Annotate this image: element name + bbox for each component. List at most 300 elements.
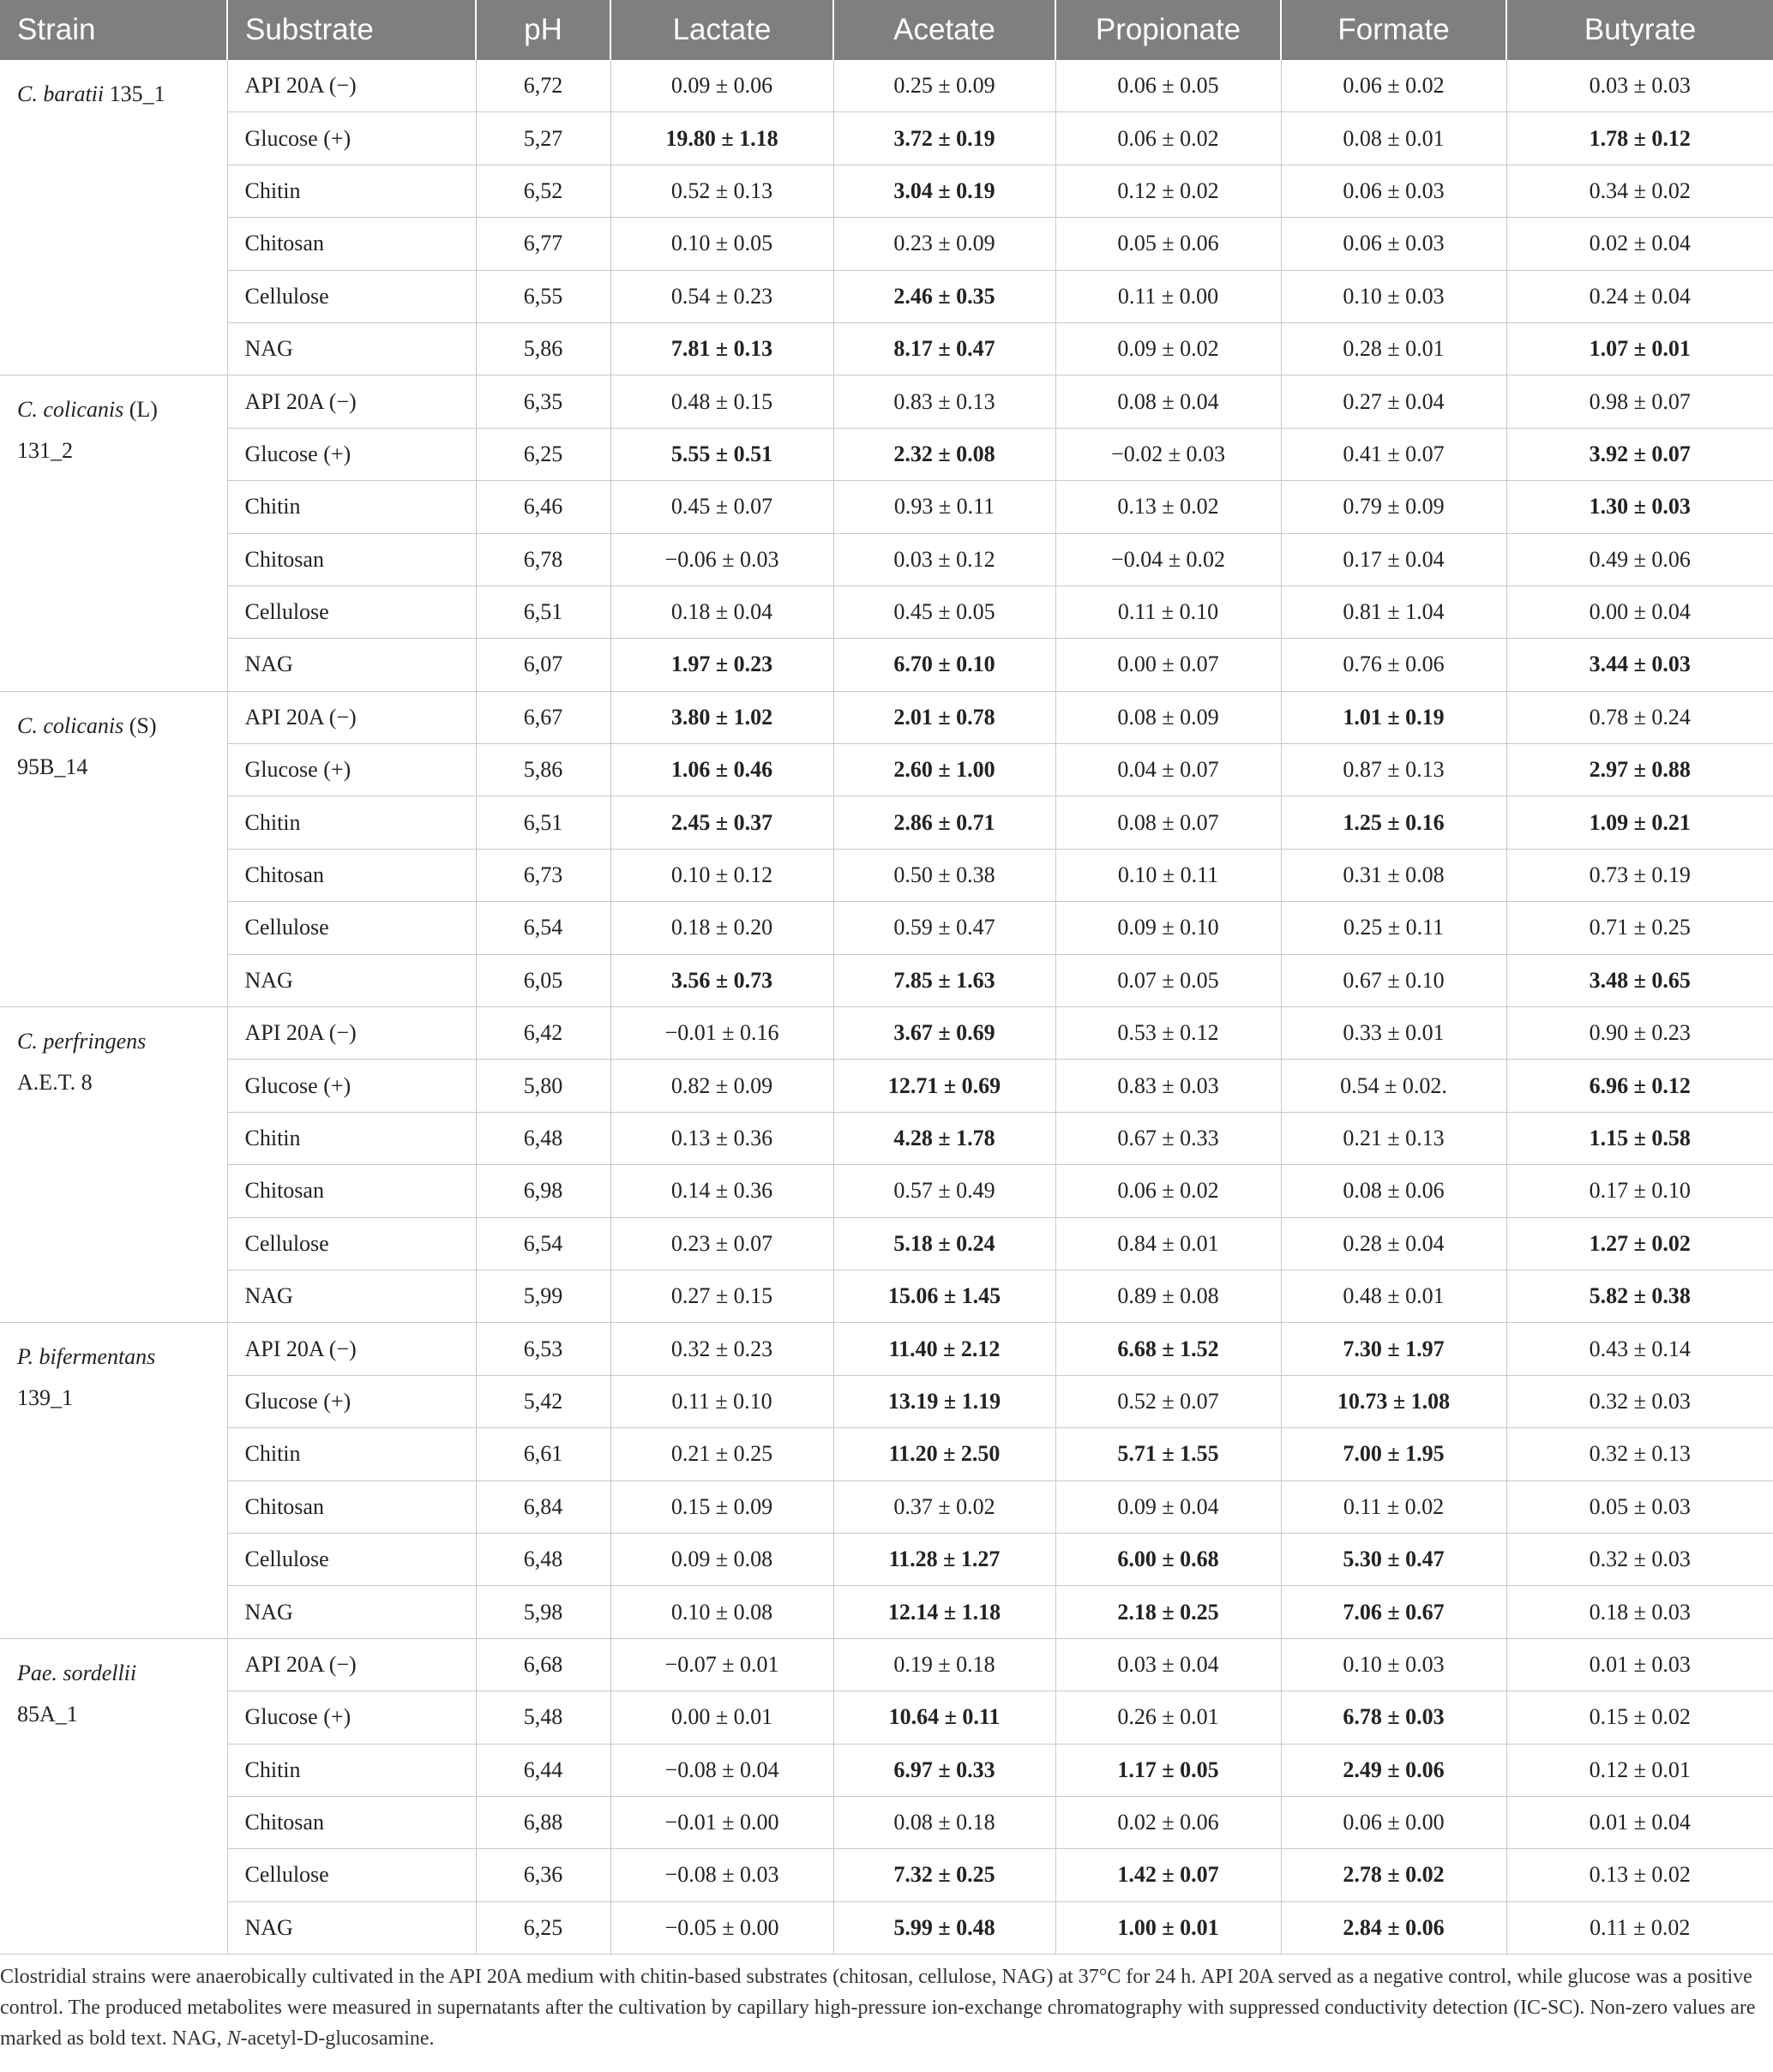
substrate-cell: Chitin: [227, 1112, 476, 1164]
formate-cell: 0.28 ± 0.01: [1281, 322, 1506, 375]
ph-cell: 5,86: [476, 322, 610, 375]
ph-cell: 6,77: [476, 218, 610, 270]
butyrate-cell: 0.02 ± 0.04: [1506, 218, 1773, 270]
butyrate-cell: 0.01 ± 0.03: [1506, 1638, 1773, 1691]
table-row: [0, 1744, 1773, 1796]
lactate-cell: −0.05 ± 0.00: [610, 1901, 833, 1954]
ph-cell: 6,68: [476, 1638, 610, 1691]
butyrate-cell: 0.17 ± 0.10: [1506, 1165, 1773, 1217]
propionate-cell: 1.17 ± 0.05: [1055, 1744, 1281, 1796]
substrate-cell: Chitin: [227, 165, 476, 217]
acetate-cell: 0.19 ± 0.18: [833, 1638, 1055, 1691]
ph-cell: 6,98: [476, 1165, 610, 1217]
propionate-cell: 0.00 ± 0.07: [1055, 639, 1281, 691]
substrate-cell: Cellulose: [227, 902, 476, 954]
acetate-cell: 4.28 ± 1.78: [833, 1112, 1055, 1164]
butyrate-cell: 3.92 ± 0.07: [1506, 428, 1773, 480]
acetate-cell: 2.46 ± 0.35: [833, 270, 1055, 322]
acetate-cell: 12.71 ± 0.69: [833, 1060, 1055, 1112]
lactate-cell: 0.18 ± 0.20: [610, 902, 833, 954]
acetate-cell: 0.37 ± 0.02: [833, 1480, 1055, 1533]
butyrate-cell: 2.97 ± 0.88: [1506, 744, 1773, 796]
table-row: [0, 1270, 1773, 1322]
substrate-cell: API 20A (−): [227, 1007, 476, 1060]
ph-cell: 6,05: [476, 954, 610, 1006]
substrate-cell: Chitosan: [227, 533, 476, 586]
substrate-cell: Cellulose: [227, 270, 476, 322]
formate-cell: 0.33 ± 0.01: [1281, 1007, 1506, 1060]
butyrate-cell: 0.05 ± 0.03: [1506, 1480, 1773, 1533]
butyrate-cell: 0.03 ± 0.03: [1506, 60, 1773, 112]
strain-cell: [0, 375, 227, 691]
propionate-cell: 0.06 ± 0.05: [1055, 60, 1281, 112]
lactate-cell: 1.06 ± 0.46: [610, 744, 833, 796]
table-row: [0, 1428, 1773, 1480]
lactate-cell: 0.11 ± 0.10: [610, 1375, 833, 1427]
lactate-cell: 0.13 ± 0.36: [610, 1112, 833, 1164]
lactate-cell: 2.45 ± 0.37: [610, 796, 833, 849]
propionate-cell: 6.00 ± 0.68: [1055, 1533, 1281, 1585]
formate-cell: 0.10 ± 0.03: [1281, 270, 1506, 322]
ph-cell: 6,61: [476, 1428, 610, 1480]
ph-cell: 5,98: [476, 1586, 610, 1638]
formate-cell: 0.54 ± 0.02.: [1281, 1060, 1506, 1112]
substrate-cell: API 20A (−): [227, 691, 476, 743]
butyrate-cell: 0.32 ± 0.03: [1506, 1533, 1773, 1585]
butyrate-cell: 0.13 ± 0.02: [1506, 1849, 1773, 1901]
butyrate-cell: 0.73 ± 0.19: [1506, 849, 1773, 901]
acetate-cell: 15.06 ± 1.45: [833, 1270, 1055, 1322]
ph-cell: 6,52: [476, 165, 610, 217]
ph-cell: 6,51: [476, 796, 610, 849]
propionate-cell: 0.26 ± 0.01: [1055, 1691, 1281, 1744]
formate-cell: 7.06 ± 0.67: [1281, 1586, 1506, 1638]
table-row: [0, 1165, 1773, 1217]
acetate-cell: 11.28 ± 1.27: [833, 1533, 1055, 1585]
substrate-cell: Chitosan: [227, 849, 476, 901]
lactate-cell: 0.82 ± 0.09: [610, 1060, 833, 1112]
formate-cell: 2.84 ± 0.06: [1281, 1901, 1506, 1954]
table-row: [0, 218, 1773, 270]
formate-cell: 0.06 ± 0.03: [1281, 218, 1506, 270]
ph-cell: 5,80: [476, 1060, 610, 1112]
propionate-cell: 0.52 ± 0.07: [1055, 1375, 1281, 1427]
propionate-cell: 0.13 ± 0.02: [1055, 481, 1281, 533]
ph-cell: 5,86: [476, 744, 610, 796]
table-row: [0, 1796, 1773, 1848]
substrate-cell: Chitosan: [227, 218, 476, 270]
butyrate-cell: 6.96 ± 0.12: [1506, 1060, 1773, 1112]
table-row: [0, 112, 1773, 165]
propionate-cell: 0.09 ± 0.10: [1055, 902, 1281, 954]
lactate-cell: 0.21 ± 0.25: [610, 1428, 833, 1480]
butyrate-cell: 0.78 ± 0.24: [1506, 691, 1773, 743]
acetate-cell: 2.60 ± 1.00: [833, 744, 1055, 796]
ph-cell: 6,25: [476, 428, 610, 480]
butyrate-cell: 0.24 ± 0.04: [1506, 270, 1773, 322]
formate-cell: 0.48 ± 0.01: [1281, 1270, 1506, 1322]
acetate-cell: 13.19 ± 1.19: [833, 1375, 1055, 1427]
lactate-cell: 0.54 ± 0.23: [610, 270, 833, 322]
strain-name: C. perfringens: [17, 1029, 147, 1054]
table-row: [0, 1901, 1773, 1954]
butyrate-cell: 0.43 ± 0.14: [1506, 1323, 1773, 1375]
table-row: [0, 796, 1773, 849]
ph-cell: 6,78: [476, 533, 610, 586]
strain-name: C. colicanis: [17, 712, 124, 738]
acetate-cell: 3.72 ± 0.19: [833, 112, 1055, 165]
acetate-cell: 7.32 ± 0.25: [833, 1849, 1055, 1901]
formate-cell: 1.25 ± 0.16: [1281, 796, 1506, 849]
propionate-cell: 6.68 ± 1.52: [1055, 1323, 1281, 1375]
ph-cell: 6,44: [476, 1744, 610, 1796]
table-row: [0, 691, 1773, 743]
ph-cell: 6,36: [476, 1849, 610, 1901]
formate-cell: 2.49 ± 0.06: [1281, 1744, 1506, 1796]
propionate-cell: 0.09 ± 0.04: [1055, 1480, 1281, 1533]
acetate-cell: 11.40 ± 2.12: [833, 1323, 1055, 1375]
acetate-cell: 3.67 ± 0.69: [833, 1007, 1055, 1060]
formate-cell: 0.25 ± 0.11: [1281, 902, 1506, 954]
formate-cell: 2.78 ± 0.02: [1281, 1849, 1506, 1901]
ph-cell: 6,48: [476, 1533, 610, 1585]
butyrate-cell: 0.32 ± 0.13: [1506, 1428, 1773, 1480]
table-row: [0, 1638, 1773, 1691]
substrate-cell: Cellulose: [227, 586, 476, 638]
table-row: [0, 1217, 1773, 1270]
formate-cell: 7.00 ± 1.95: [1281, 1428, 1506, 1480]
strain-cell: [0, 691, 227, 1006]
propionate-cell: −0.04 ± 0.02: [1055, 533, 1281, 586]
ph-cell: 6,54: [476, 902, 610, 954]
butyrate-cell: 3.44 ± 0.03: [1506, 639, 1773, 691]
lactate-cell: 0.15 ± 0.09: [610, 1480, 833, 1533]
propionate-cell: 0.84 ± 0.01: [1055, 1217, 1281, 1270]
lactate-cell: 0.48 ± 0.15: [610, 375, 833, 428]
butyrate-cell: 1.09 ± 0.21: [1506, 796, 1773, 849]
strain-id: 139_1: [17, 1385, 73, 1411]
strain-name: C. colicanis: [17, 397, 124, 423]
formate-cell: 0.31 ± 0.08: [1281, 849, 1506, 901]
formate-cell: 0.17 ± 0.04: [1281, 533, 1506, 586]
substrate-cell: Glucose (+): [227, 1060, 476, 1112]
table-body: [0, 60, 1773, 1955]
propionate-cell: 5.71 ± 1.55: [1055, 1428, 1281, 1480]
propionate-cell: 0.89 ± 0.08: [1055, 1270, 1281, 1322]
lactate-cell: 0.09 ± 0.08: [610, 1533, 833, 1585]
lactate-cell: 7.81 ± 0.13: [610, 322, 833, 375]
table-row: [0, 902, 1773, 954]
formate-cell: 0.10 ± 0.03: [1281, 1638, 1506, 1691]
butyrate-cell: 1.15 ± 0.58: [1506, 1112, 1773, 1164]
strain-id: 85A_1: [17, 1701, 78, 1727]
acetate-cell: 6.70 ± 0.10: [833, 639, 1055, 691]
lactate-cell: 3.80 ± 1.02: [610, 691, 833, 743]
formate-cell: 0.87 ± 0.13: [1281, 744, 1506, 796]
strain-qualifier: 135_1: [104, 81, 165, 106]
acetate-cell: 0.23 ± 0.09: [833, 218, 1055, 270]
lactate-cell: −0.01 ± 0.16: [610, 1007, 833, 1060]
lactate-cell: 3.56 ± 0.73: [610, 954, 833, 1006]
lactate-cell: −0.01 ± 0.00: [610, 1796, 833, 1848]
header-lactate: Lactate: [610, 0, 833, 60]
acetate-cell: 7.85 ± 1.63: [833, 954, 1055, 1006]
strain-cell: [0, 1007, 227, 1323]
lactate-cell: 1.97 ± 0.23: [610, 639, 833, 691]
butyrate-cell: 5.82 ± 0.38: [1506, 1270, 1773, 1322]
table-row: [0, 586, 1773, 638]
header-butyrate: Butyrate: [1506, 0, 1773, 60]
substrate-cell: Chitosan: [227, 1480, 476, 1533]
ph-cell: 6,88: [476, 1796, 610, 1848]
footnote-text-end: -acetyl-D-glucosamine.: [240, 2027, 435, 2051]
ph-cell: 6,25: [476, 1901, 610, 1954]
acetate-cell: 11.20 ± 2.50: [833, 1428, 1055, 1480]
table-row: [0, 954, 1773, 1006]
substrate-cell: Chitin: [227, 481, 476, 533]
substrate-cell: API 20A (−): [227, 1323, 476, 1375]
propionate-cell: 0.08 ± 0.07: [1055, 796, 1281, 849]
acetate-cell: 5.18 ± 0.24: [833, 1217, 1055, 1270]
lactate-cell: −0.07 ± 0.01: [610, 1638, 833, 1691]
formate-cell: 1.01 ± 0.19: [1281, 691, 1506, 743]
propionate-cell: 0.11 ± 0.00: [1055, 270, 1281, 322]
substrate-cell: NAG: [227, 639, 476, 691]
strain-name: C. baratii: [17, 81, 105, 106]
propionate-cell: 1.00 ± 0.01: [1055, 1901, 1281, 1954]
acetate-cell: 0.08 ± 0.18: [833, 1796, 1055, 1848]
acetate-cell: 0.83 ± 0.13: [833, 375, 1055, 428]
acetate-cell: 3.04 ± 0.19: [833, 165, 1055, 217]
header-propionate: Propionate: [1055, 0, 1281, 60]
substrate-cell: Cellulose: [227, 1849, 476, 1901]
table-row: [0, 322, 1773, 375]
butyrate-cell: 1.07 ± 0.01: [1506, 322, 1773, 375]
lactate-cell: 0.27 ± 0.15: [610, 1270, 833, 1322]
ph-cell: 5,48: [476, 1691, 610, 1744]
substrate-cell: NAG: [227, 322, 476, 375]
acetate-cell: 0.50 ± 0.38: [833, 849, 1055, 901]
propionate-cell: 0.08 ± 0.09: [1055, 691, 1281, 743]
butyrate-cell: 1.78 ± 0.12: [1506, 112, 1773, 165]
ph-cell: 6,42: [476, 1007, 610, 1060]
formate-cell: 0.27 ± 0.04: [1281, 375, 1506, 428]
acetate-cell: 0.57 ± 0.49: [833, 1165, 1055, 1217]
substrate-cell: NAG: [227, 1901, 476, 1954]
ph-cell: 6,67: [476, 691, 610, 743]
table-row: [0, 849, 1773, 901]
substrate-cell: Glucose (+): [227, 428, 476, 480]
formate-cell: 0.06 ± 0.00: [1281, 1796, 1506, 1848]
substrate-cell: Glucose (+): [227, 1691, 476, 1744]
table-row: [0, 744, 1773, 796]
header-acetate: Acetate: [833, 0, 1055, 60]
butyrate-cell: 0.01 ± 0.04: [1506, 1796, 1773, 1848]
acetate-cell: 2.01 ± 0.78: [833, 691, 1055, 743]
formate-cell: 0.21 ± 0.13: [1281, 1112, 1506, 1164]
propionate-cell: 0.04 ± 0.07: [1055, 744, 1281, 796]
strain-name: Pae. sordellii: [17, 1660, 137, 1685]
substrate-cell: Chitosan: [227, 1796, 476, 1848]
table-row: [0, 481, 1773, 533]
table-row: [0, 1849, 1773, 1901]
acetate-cell: 0.93 ± 0.11: [833, 481, 1055, 533]
table-row: [0, 1323, 1773, 1375]
table-row: [0, 270, 1773, 322]
butyrate-cell: 0.11 ± 0.02: [1506, 1901, 1773, 1954]
butyrate-cell: 0.90 ± 0.23: [1506, 1007, 1773, 1060]
table-row: [0, 1007, 1773, 1060]
lactate-cell: −0.08 ± 0.03: [610, 1849, 833, 1901]
formate-cell: 0.06 ± 0.03: [1281, 165, 1506, 217]
butyrate-cell: 1.27 ± 0.02: [1506, 1217, 1773, 1270]
acetate-cell: 0.45 ± 0.05: [833, 586, 1055, 638]
ph-cell: 6,73: [476, 849, 610, 901]
butyrate-cell: 0.71 ± 0.25: [1506, 902, 1773, 954]
table-row: [0, 1586, 1773, 1638]
acetate-cell: 12.14 ± 1.18: [833, 1586, 1055, 1638]
substrate-cell: Cellulose: [227, 1217, 476, 1270]
formate-cell: 0.11 ± 0.02: [1281, 1480, 1506, 1533]
ph-cell: 6,54: [476, 1217, 610, 1270]
table-row: [0, 428, 1773, 480]
propionate-cell: 0.03 ± 0.04: [1055, 1638, 1281, 1691]
acetate-cell: 5.99 ± 0.48: [833, 1901, 1055, 1954]
strain-id: 95B_14: [17, 754, 88, 779]
acetate-cell: 2.32 ± 0.08: [833, 428, 1055, 480]
formate-cell: 0.41 ± 0.07: [1281, 428, 1506, 480]
lactate-cell: 0.10 ± 0.12: [610, 849, 833, 901]
lactate-cell: 0.32 ± 0.23: [610, 1323, 833, 1375]
table-row: [0, 1112, 1773, 1164]
propionate-cell: 0.06 ± 0.02: [1055, 112, 1281, 165]
substrate-cell: API 20A (−): [227, 1638, 476, 1691]
substrate-cell: API 20A (−): [227, 60, 476, 112]
ph-cell: 6,46: [476, 481, 610, 533]
table-row: [0, 165, 1773, 217]
propionate-cell: 1.42 ± 0.07: [1055, 1849, 1281, 1901]
table-row: [0, 1533, 1773, 1585]
strain-qualifier: (S): [123, 712, 157, 738]
acetate-cell: 0.03 ± 0.12: [833, 533, 1055, 586]
ph-cell: 6,51: [476, 586, 610, 638]
lactate-cell: 0.10 ± 0.05: [610, 218, 833, 270]
substrate-cell: Chitin: [227, 796, 476, 849]
formate-cell: 10.73 ± 1.08: [1281, 1375, 1506, 1427]
butyrate-cell: 0.34 ± 0.02: [1506, 165, 1773, 217]
ph-cell: 5,27: [476, 112, 610, 165]
propionate-cell: 0.12 ± 0.02: [1055, 165, 1281, 217]
strain-name: P. bifermentans: [17, 1344, 156, 1370]
table-row: [0, 1060, 1773, 1112]
butyrate-cell: 0.00 ± 0.04: [1506, 586, 1773, 638]
substrate-cell: Glucose (+): [227, 112, 476, 165]
propionate-cell: 0.83 ± 0.03: [1055, 1060, 1281, 1112]
propionate-cell: 0.08 ± 0.04: [1055, 375, 1281, 428]
propionate-cell: 0.09 ± 0.02: [1055, 322, 1281, 375]
table-row: [0, 1691, 1773, 1744]
table-row: [0, 60, 1773, 112]
strain-cell: [0, 1323, 227, 1638]
substrate-cell: Chitin: [227, 1744, 476, 1796]
substrate-cell: Cellulose: [227, 1533, 476, 1585]
butyrate-cell: 1.30 ± 0.03: [1506, 481, 1773, 533]
formate-cell: 0.28 ± 0.04: [1281, 1217, 1506, 1270]
lactate-cell: −0.08 ± 0.04: [610, 1744, 833, 1796]
lactate-cell: 5.55 ± 0.51: [610, 428, 833, 480]
propionate-cell: 0.11 ± 0.10: [1055, 586, 1281, 638]
footnote-text: Clostridial strains were anaerobically cultivated in the API 20A medium with chitin-based substrates (chitosan, cellulose, NAG) at 37°C for 24 h. API 20A served as a negative control, while glucose was a positive control. The produced metabolites were measured in supernatants after the cultivation by capillary high-pressure ion-exchange chromatography with suppressed conductivity detection (IC-SC). Non-zero values are marked as bold text. NAG,: [0, 1966, 1756, 2051]
substrate-cell: Glucose (+): [227, 744, 476, 796]
ph-cell: 6,07: [476, 639, 610, 691]
header-ph: pH: [476, 0, 610, 60]
substrate-cell: API 20A (−): [227, 375, 476, 428]
lactate-cell: −0.06 ± 0.03: [610, 533, 833, 586]
propionate-cell: 0.05 ± 0.06: [1055, 218, 1281, 270]
butyrate-cell: 0.32 ± 0.03: [1506, 1375, 1773, 1427]
header-substrate: Substrate: [227, 0, 476, 60]
ph-cell: 6,55: [476, 270, 610, 322]
propionate-cell: 0.07 ± 0.05: [1055, 954, 1281, 1006]
table-row: [0, 1480, 1773, 1533]
header-row: [0, 0, 1773, 60]
substrate-cell: NAG: [227, 1586, 476, 1638]
strain-id: A.E.T. 8: [17, 1070, 93, 1096]
substrate-cell: NAG: [227, 1270, 476, 1322]
ph-cell: 6,53: [476, 1323, 610, 1375]
acetate-cell: 0.25 ± 0.09: [833, 60, 1055, 112]
formate-cell: 0.67 ± 0.10: [1281, 954, 1506, 1006]
substrate-cell: NAG: [227, 954, 476, 1006]
butyrate-cell: 0.98 ± 0.07: [1506, 375, 1773, 428]
table-footnote: [0, 1955, 1773, 2054]
acetate-cell: 6.97 ± 0.33: [833, 1744, 1055, 1796]
formate-cell: 0.06 ± 0.02: [1281, 60, 1506, 112]
lactate-cell: 0.18 ± 0.04: [610, 586, 833, 638]
formate-cell: 6.78 ± 0.03: [1281, 1691, 1506, 1744]
butyrate-cell: 3.48 ± 0.65: [1506, 954, 1773, 1006]
footnote-italic: N: [226, 2027, 241, 2051]
ph-cell: 6,35: [476, 375, 610, 428]
header-strain: Strain: [0, 0, 227, 60]
formate-cell: 0.81 ± 1.04: [1281, 586, 1506, 638]
acetate-cell: 0.59 ± 0.47: [833, 902, 1055, 954]
propionate-cell: 0.02 ± 0.06: [1055, 1796, 1281, 1848]
table-row: [0, 533, 1773, 586]
ph-cell: 6,84: [476, 1480, 610, 1533]
butyrate-cell: 0.49 ± 0.06: [1506, 533, 1773, 586]
lactate-cell: 19.80 ± 1.18: [610, 112, 833, 165]
lactate-cell: 0.45 ± 0.07: [610, 481, 833, 533]
lactate-cell: 0.10 ± 0.08: [610, 1586, 833, 1638]
lactate-cell: 0.52 ± 0.13: [610, 165, 833, 217]
lactate-cell: 0.00 ± 0.01: [610, 1691, 833, 1744]
substrate-cell: Chitin: [227, 1428, 476, 1480]
strain-cell: [0, 1638, 227, 1954]
butyrate-cell: 0.12 ± 0.01: [1506, 1744, 1773, 1796]
ph-cell: 6,72: [476, 60, 610, 112]
substrate-cell: Glucose (+): [227, 1375, 476, 1427]
propionate-cell: 0.67 ± 0.33: [1055, 1112, 1281, 1164]
formate-cell: 0.76 ± 0.06: [1281, 639, 1506, 691]
formate-cell: 5.30 ± 0.47: [1281, 1533, 1506, 1585]
formate-cell: 0.08 ± 0.06: [1281, 1165, 1506, 1217]
ph-cell: 6,48: [476, 1112, 610, 1164]
formate-cell: 0.08 ± 0.01: [1281, 112, 1506, 165]
lactate-cell: 0.14 ± 0.36: [610, 1165, 833, 1217]
strain-qualifier: (L): [123, 397, 158, 423]
acetate-cell: 8.17 ± 0.47: [833, 322, 1055, 375]
